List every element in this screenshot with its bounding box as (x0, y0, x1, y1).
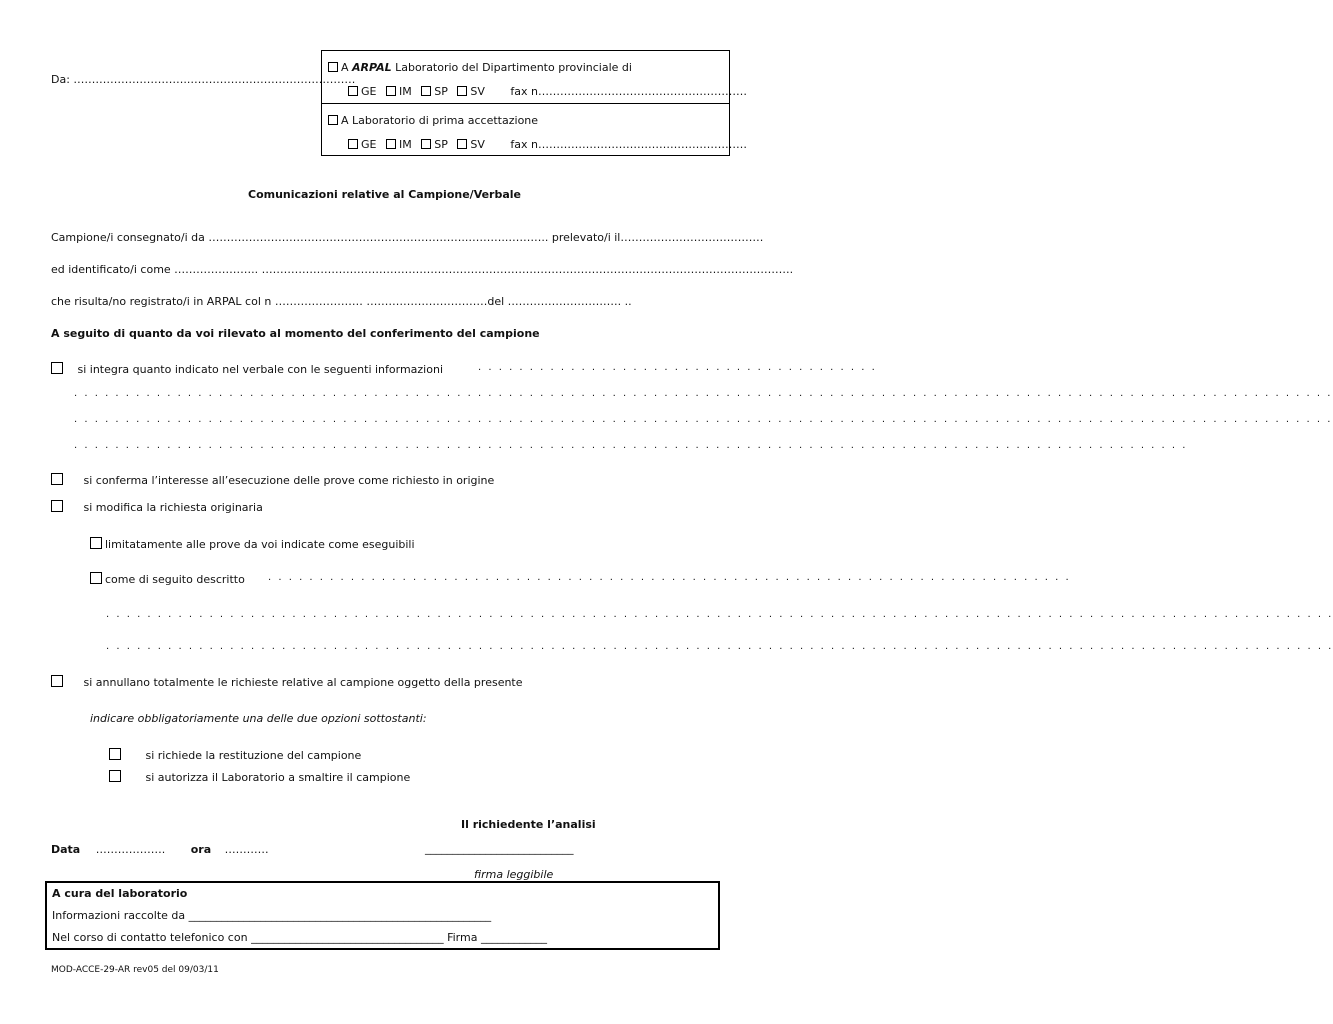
ge-checkbox-2[interactable] (348, 139, 358, 149)
corso-field[interactable]: ___________________________________ (251, 931, 444, 944)
sv-checkbox[interactable] (457, 86, 467, 96)
conferma-checkbox[interactable] (51, 473, 63, 485)
prima-label: A Laboratorio di prima accettazione (341, 114, 539, 127)
restituzione-checkbox[interactable] (109, 748, 121, 760)
form-code: MOD-ACCE-29-AR rev05 del 09/03/11 (51, 965, 219, 975)
im-checkbox[interactable] (386, 86, 396, 96)
data-ora-row (51, 843, 269, 856)
recipient-box (321, 50, 747, 156)
sp-checkbox[interactable] (421, 86, 431, 96)
arpal-prefix: A (341, 61, 353, 74)
im-label-2: IM (398, 138, 412, 151)
annullano-checkbox[interactable] (51, 675, 63, 687)
indicare-note: indicare obbligatoriamente una delle due opzioni sottostanti: (90, 712, 427, 725)
fax-field-1[interactable]: fax n………………………………………………… (510, 85, 747, 98)
im-label: IM (398, 85, 412, 98)
ge-label-2: GE (361, 138, 377, 151)
arpal-checkbox[interactable] (328, 62, 338, 72)
identificato-line[interactable]: ed identificato/i come ………………….. ………………………………………………………………………………………………………………………………. (51, 263, 794, 276)
corso-label: Nel corso di contatto telefonico con (52, 931, 248, 944)
integra-checkbox[interactable] (51, 362, 63, 374)
restituzione-label: si richiede la restituzione del campione (145, 749, 362, 762)
lab-firma-field[interactable]: ____________ (480, 931, 547, 944)
limitatamente-label: limitatamente alle prove da voi indicate come eseguibili (105, 538, 415, 551)
fax-field-2[interactable]: fax n………………………………………………… (510, 138, 747, 151)
data-label: Data (51, 843, 81, 856)
smaltire-label: si autorizza il Laboratorio a smaltire il campione (145, 771, 411, 784)
integra-label: si integra quanto indicato nel verbale con le seguenti informazioni (77, 363, 443, 376)
seguito-heading: A seguito di quanto da voi rilevato al momento del conferimento del campione (51, 327, 540, 340)
province-row-1 (348, 85, 747, 98)
lab-box-title: A cura del laboratorio (52, 887, 188, 900)
signature-line[interactable]: ___________________________ (425, 842, 574, 855)
ora-label: ora (190, 843, 212, 856)
arpal-rest: Laboratorio del Dipartimento provinciale di (391, 61, 632, 74)
province-row-2 (348, 138, 747, 151)
sp-checkbox-2[interactable] (421, 139, 431, 149)
recipient-divider (322, 103, 729, 104)
come-dots-2[interactable]: . . . . . . . . . . . . . . . . . . . . . . . . . . . . . . . . . . . . . . . . . . . . . . . . . . . . . . . . . . . . . . . . . . . . . . . . . . . . . . . . . . . . . . . . . . . . . . . . . . . . . . . . . . . . . . . . . . . . . . . (106, 609, 1333, 620)
info-field[interactable]: _______________________________________________________ (188, 909, 492, 922)
corso-row (52, 931, 547, 944)
come-dots-1[interactable]: . . . . . . . . . . . . . . . . . . . . . . . . . . . . . . . . . . . . . . . . . . . . . . . . . . . . . . . . . . . . . . . . . . . . . . . . . . . . . . (268, 572, 1071, 583)
da-field[interactable]: Da: …………………………..……………………………………… (51, 73, 356, 86)
lab-box (45, 881, 720, 950)
prima-checkbox[interactable] (328, 115, 338, 125)
ge-checkbox[interactable] (348, 86, 358, 96)
come-dots-3[interactable]: . . . . . . . . . . . . . . . . . . . . . . . . . . . . . . . . . . . . . . . . . . . . . . . . . . . . . . . . . . . . . . . . . . . . . . . . . . . . . . . . . . . . . . . . . . . . . . . . . . . . . . . . . . . . . . . . . . . . . . . (106, 641, 1333, 652)
info-row (52, 909, 491, 922)
modifica-checkbox[interactable] (51, 500, 63, 512)
annullano-label: si annullano totalmente le richieste relative al campione oggetto della presente (83, 676, 523, 689)
registrato-line[interactable]: che risulta/no registrato/i in ARPAL col n …………………… ……………………………del …………………………. .. (51, 295, 632, 308)
sv-checkbox-2[interactable] (457, 139, 467, 149)
smaltire-checkbox[interactable] (109, 770, 121, 782)
im-checkbox-2[interactable] (386, 139, 396, 149)
arpal-label: ARPAL (352, 61, 392, 74)
limitatamente-checkbox[interactable] (90, 537, 102, 549)
integra-dots-2[interactable]: . . . . . . . . . . . . . . . . . . . . . . . . . . . . . . . . . . . . . . . . . . . . . . . . . . . . . . . . . . . . . . . . . . . . . . . . . . . . . . . . . . . . . . . . . . . . . . . . . . . . . . . . . . . . . . . . . . . . . . . . . . (74, 388, 1333, 399)
come-label: come di seguito descritto (105, 573, 245, 586)
come-checkbox[interactable] (90, 572, 102, 584)
integra-dots-3[interactable]: . . . . . . . . . . . . . . . . . . . . . . . . . . . . . . . . . . . . . . . . . . . . . . . . . . . . . . . . . . . . . . . . . . . . . . . . . . . . . . . . . . . . . . . . . . . . . . . . . . . . . . . . . . . . . . . . . . . . . . . . . . (74, 414, 1333, 425)
page-title: Comunicazioni relative al Campione/Verbale (248, 188, 522, 201)
data-field[interactable]: ………………. (95, 843, 166, 856)
ora-field[interactable]: ………… (224, 843, 269, 856)
conferma-label: si conferma l’interesse all’esecuzione delle prove come richiesto in origine (83, 474, 495, 487)
lab-firma-label: Firma (447, 931, 478, 944)
info-label: Informazioni raccolte da (52, 909, 186, 922)
campione-line[interactable]: Campione/i consegnato/i da ……………………………………………………………..………..……….. prelevato/i il………………………………… (51, 231, 764, 244)
ge-label: GE (361, 85, 377, 98)
sv-label-2: SV (470, 138, 485, 151)
modifica-label: si modifica la richiesta originaria (83, 501, 263, 514)
integra-dots-4[interactable]: . . . . . . . . . . . . . . . . . . . . . . . . . . . . . . . . . . . . . . . . . . . . . . . . . . . . . . . . . . . . . . . . . . . . . . . . . . . . . . . . . . . . . . . . . . . . . . . . . . . . . . . . . . . . (74, 440, 1188, 451)
sv-label: SV (470, 85, 485, 98)
integra-dots-1[interactable]: . . . . . . . . . . . . . . . . . . . . . . . . . . . . . . . . . . . . . . . (478, 362, 877, 373)
richiedente-label: Il richiedente l’analisi (461, 818, 596, 831)
firma-leggibile-label: firma leggibile (474, 868, 554, 881)
sp-label-2: SP (434, 138, 448, 151)
sp-label: SP (434, 85, 448, 98)
